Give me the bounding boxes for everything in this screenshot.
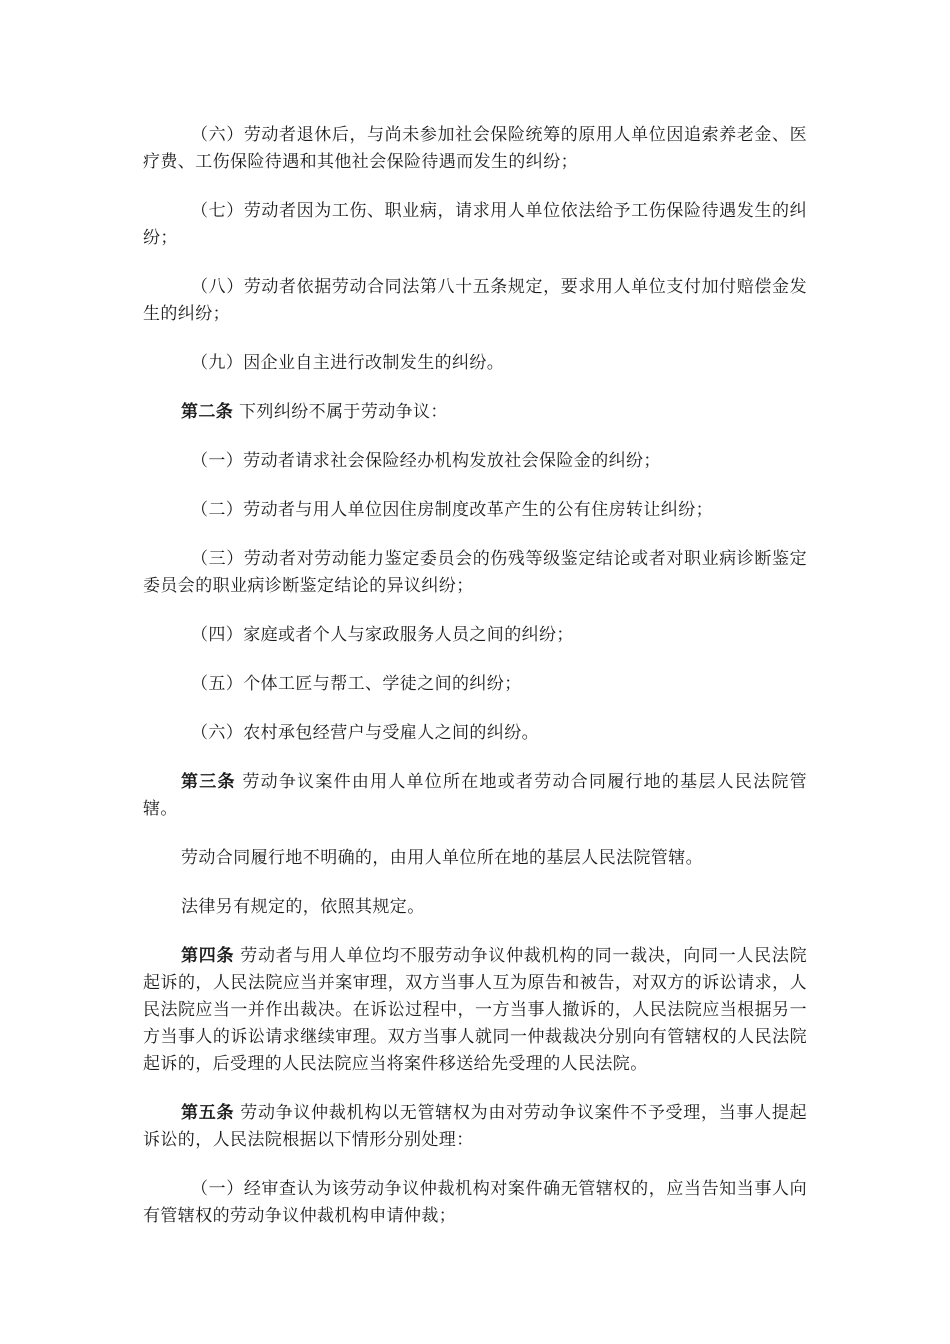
paragraph-item-7-work-injury: （七）劳动者因为工伤、职业病，请求用人单位依法给予工伤保险待遇发生的纠纷；	[143, 201, 807, 248]
paragraph-plain-jurisdiction: 劳动合同履行地不明确的，由用人单位所在地的基层人民法院管辖。	[181, 848, 703, 868]
paragraph-item-2-housing: （二）劳动者与用人单位因住房制度改革产生的公有住房转让纠纷；	[191, 500, 713, 520]
paragraph-item-5-craftsman: （五）个体工匠与帮工、学徒之间的纠纷；	[191, 674, 522, 694]
article-4: 第四条 劳动者与用人单位均不服劳动争议仲裁机构的同一裁决，向同一人民法院起诉的，人民法院应当并案审理，双方当事人互为原告和被告，对双方的诉讼请求，人民法院应当一并作出裁决。在诉讼过程中，一方当事人撤诉的，人民法院应当根据另一方当事人的诉讼请求继续审理。双方当事人就同一仲裁裁决分别向有管辖权的人民法院起诉的，后受理的人民法院应当将案件移送给先受理的人民法院。	[143, 946, 807, 1074]
article-3: 第三条 劳动争议案件由用人单位所在地或者劳动合同履行地的基层人民法院管辖。	[143, 772, 808, 819]
document-page	[143, 122, 807, 1252]
paragraph-item-9-restructuring: （九）因企业自主进行改制发生的纠纷。	[191, 353, 505, 373]
article-label: 第二条	[181, 402, 234, 422]
article-label: 第三条	[181, 772, 236, 792]
article-5: 第五条 劳动争议仲裁机构以无管辖权为由对劳动争议案件不予受理，当事人提起诉讼的，人民法院根据以下情形分别处理：	[143, 1103, 807, 1150]
paragraph-item-1-no-jurisdiction: （一）经审查认为该劳动争议仲裁机构对案件确无管辖权的，应当告知当事人向有管辖权的劳动争议仲裁机构申请仲裁；	[143, 1179, 807, 1226]
paragraph-item-3-appraisal: （三）劳动者对劳动能力鉴定委员会的伤残等级鉴定结论或者对职业病诊断鉴定委员会的职业病诊断鉴定结论的异议纠纷；	[143, 549, 807, 596]
paragraph-item-8-compensation: （八）劳动者依据劳动合同法第八十五条规定，要求用人单位支付加付赔偿金发生的纠纷；	[143, 277, 807, 324]
paragraph-item-6-rural: （六）农村承包经营户与受雇人之间的纠纷。	[191, 723, 539, 743]
paragraph-item-6-retirement: （六）劳动者退休后，与尚未参加社会保险统筹的原用人单位因追索养老金、医疗费、工伤保险待遇和其他社会保险待遇而发生的纠纷；	[143, 125, 807, 172]
article-label: 第四条	[181, 946, 235, 966]
article-label: 第五条	[181, 1103, 235, 1123]
paragraph-item-4-domestic-service: （四）家庭或者个人与家政服务人员之间的纠纷；	[191, 625, 574, 645]
paragraph-plain-other-law: 法律另有规定的，依照其规定。	[181, 897, 425, 917]
paragraph-item-1-social-insurance: （一）劳动者请求社会保险经办机构发放社会保险金的纠纷；	[191, 451, 661, 471]
article-2: 第二条 下列纠纷不属于劳动争议：	[181, 402, 448, 422]
